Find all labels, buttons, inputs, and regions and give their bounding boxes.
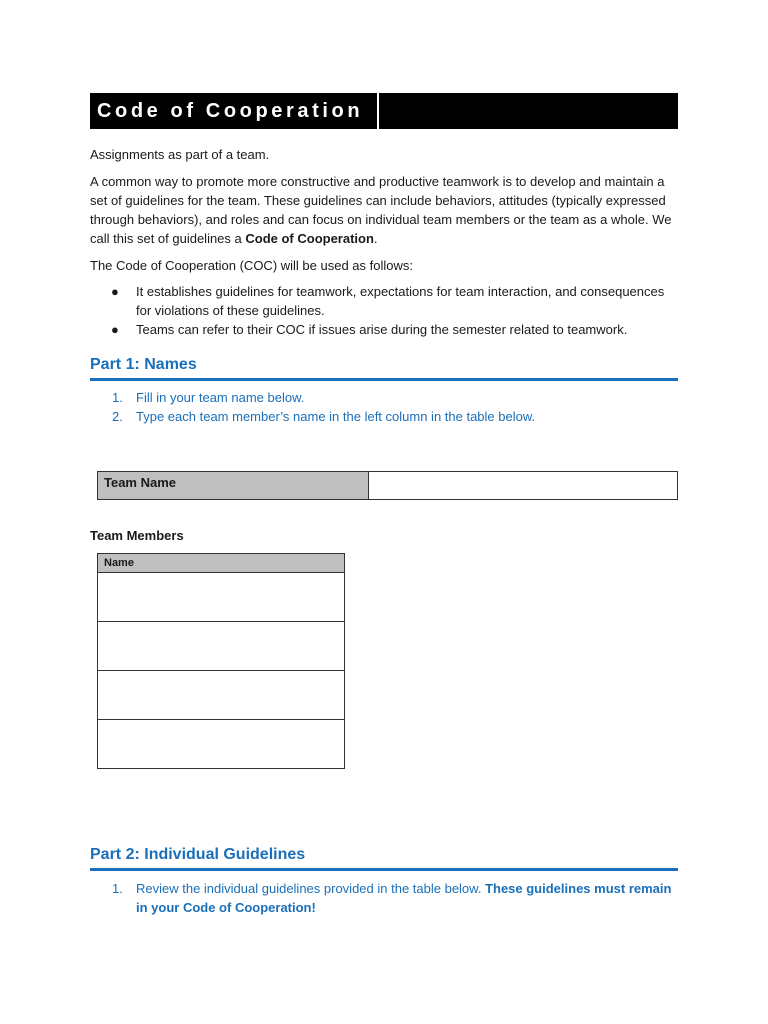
part1-heading: Part 1: Names [90,354,678,381]
step-number: 2. [112,409,123,424]
team-name-table [97,471,678,500]
coc-usage-list [90,282,680,339]
team-name-field[interactable] [369,472,677,499]
bullet-text: It establishes guidelines for teamwork, expectations for team interaction, and consequences for violations of these guidelines. [136,284,665,318]
intro-paragraph [90,172,680,248]
team-name-label: Team Name [98,472,369,499]
list-item [90,388,680,407]
member-name-cell[interactable] [98,573,344,622]
list-item [90,320,680,339]
team-members-label: Team Members [90,528,184,543]
member-name-cell[interactable] [98,622,344,671]
step-number: 1. [112,881,123,896]
bullet-icon: ● [111,284,119,299]
title-divider [377,93,379,129]
title-bar [90,93,678,129]
intro-line: Assignments as part of a team. [90,147,270,162]
list-item [90,407,680,426]
step-text: Fill in your team name below. [136,390,305,405]
part1-steps [90,388,680,426]
part2-heading: Part 2: Individual Guidelines [90,844,678,871]
members-column-header: Name [98,554,344,573]
part2-steps [90,879,680,917]
intro-paragraph-end: . [373,231,378,246]
list-item [90,879,680,917]
list-item [90,282,680,320]
intro-paragraph-text: A common way to promote more constructive and productive teamwork is to develop and maintain a set of guidelines for the team. These guidelines can include behaviors, attitudes (typically expressed through behaviors), and roles and can focus on individual team members or the team as a whole. We call this set of guidelines a [90,174,672,246]
intro-paragraph-bold: Code of Cooperation [245,231,374,246]
team-members-table [97,553,345,769]
page-title: Code of Cooperation [97,100,364,122]
step-bold-text: These guidelines must remain in your Code of Cooperation! [136,881,672,915]
bullet-icon: ● [111,322,119,337]
member-name-cell[interactable] [98,720,344,768]
coc-usage-intro: The Code of Cooperation (COC) will be used as follows: [90,258,413,273]
step-number: 1. [112,390,123,405]
bullet-text: Teams can refer to their COC if issues arise during the semester related to teamwork. [136,322,628,337]
member-name-cell[interactable] [98,671,344,720]
step-text: Type each team member’s name in the left column in the table below. [136,409,536,424]
step-text: Review the individual guidelines provided in the table below. [136,881,486,896]
